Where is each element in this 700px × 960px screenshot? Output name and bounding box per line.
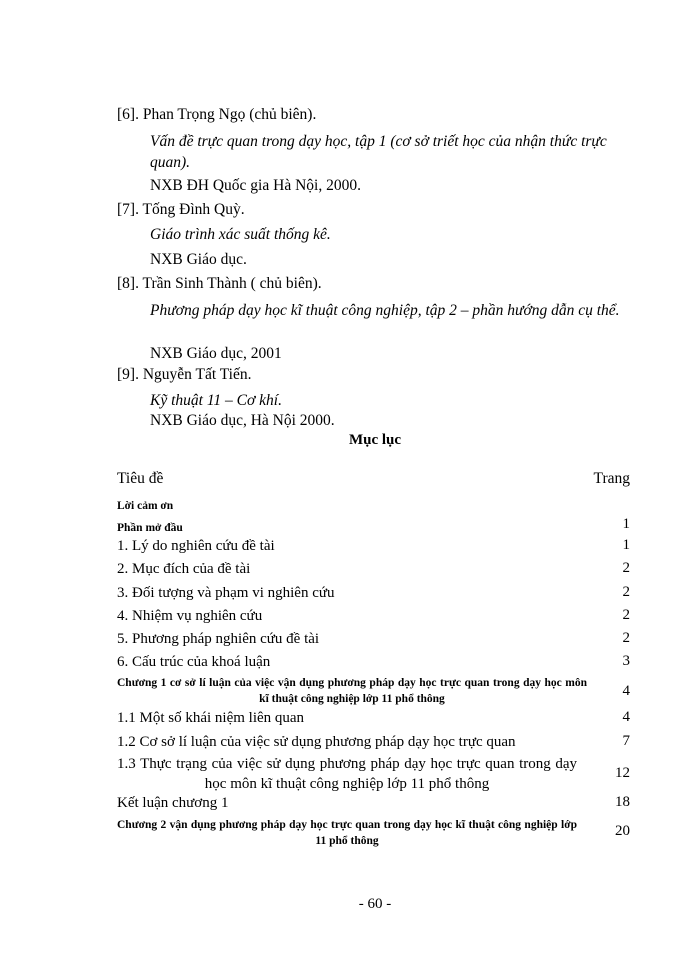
toc-row-title: Lời cảm ơn: [117, 500, 174, 512]
toc-row: [117, 516, 630, 534]
page-number: - 60 -: [358, 896, 392, 912]
toc-row: [117, 496, 630, 514]
toc-row-page: 12: [615, 765, 630, 781]
toc-row-title: 6. Cấu trúc của khoá luận: [117, 654, 271, 670]
toc-row: [117, 675, 630, 707]
toc-row-page: 2: [622, 560, 630, 576]
toc-row-title: Chương 2 vận dụng phương pháp dạy học trực quan trong dạy học kĩ thuật công nghiệp lớp 11 phổ thông: [117, 819, 577, 847]
toc-row-page: 18: [615, 794, 630, 810]
reference-7-title: Giáo trình xác suất thống kê.: [150, 226, 331, 243]
toc-row: [117, 709, 630, 727]
toc-column-headers: [117, 470, 630, 488]
reference-9-publisher: NXB Giáo dục, Hà Nội 2000.: [150, 412, 335, 429]
toc-col-title: Tiêu đề: [117, 470, 164, 487]
toc-row: [117, 607, 630, 625]
reference-6-title: Vấn đề trực quan trong dạy học, tập 1 (cơ sở triết học của nhận thức trực quan).: [150, 133, 607, 171]
toc-row-page: 7: [622, 733, 630, 749]
reference-7-publisher: NXB Giáo dục.: [150, 251, 247, 268]
toc-row: [117, 630, 630, 648]
reference-6-label: [6]. Phan Trọng Ngọ (chủ biên).: [117, 106, 317, 123]
toc-row-page: 2: [622, 630, 630, 646]
toc-row: [117, 560, 630, 578]
toc-row-title: 1.1 Một số khái niệm liên quan: [117, 710, 305, 726]
toc-row-page: 4: [622, 709, 630, 725]
toc-row: [117, 584, 630, 602]
reference-8-label: [8]. Trần Sinh Thành ( chủ biên).: [117, 275, 322, 292]
toc-row-title: 2. Mục đích của đề tài: [117, 561, 251, 577]
toc-row-page: 3: [622, 653, 630, 669]
reference-6-publisher: NXB ĐH Quốc gia Hà Nội, 2000.: [150, 177, 361, 194]
toc-row: [117, 733, 630, 751]
toc-row: [117, 794, 630, 812]
toc-row-title: Chương 1 cơ sở lí luận của việc vận dụng phương pháp dạy học trực quan trong dạy học môn kĩ thuật công nghiệp lớp 11 phổ thông: [117, 677, 587, 705]
reference-7-label: [7]. Tống Đình Quỳ.: [117, 201, 245, 218]
toc-row-page: 2: [622, 584, 630, 600]
toc-row-page: 1: [622, 516, 630, 532]
toc-row: [117, 817, 630, 849]
toc-row-title: Kết luận chương 1: [117, 795, 229, 811]
toc-row: [117, 653, 630, 671]
toc-row-title: 3. Đối tượng và phạm vi nghiên cứu: [117, 585, 335, 601]
toc-row-page: 2: [622, 607, 630, 623]
toc-row-page: 1: [622, 537, 630, 553]
toc-row-title: 1. Lý do nghiên cứu đề tài: [117, 538, 275, 554]
toc-row-title: Phần mở đầu: [117, 522, 183, 534]
toc-row-title: 5. Phương pháp nghiên cứu đề tài: [117, 631, 320, 647]
reference-8-publisher: NXB Giáo dục, 2001: [150, 345, 282, 362]
reference-9-label: [9]. Nguyễn Tất Tiến.: [117, 366, 252, 383]
reference-9-title: Kỹ thuật 11 – Cơ khí.: [150, 392, 282, 409]
toc-heading: Mục lục: [348, 432, 402, 448]
toc-col-page: Trang: [593, 470, 630, 487]
toc-row-title: 4. Nhiệm vụ nghiên cứu: [117, 608, 263, 624]
toc-row-title: 1.3 Thực trạng của việc sử dụng phương pháp dạy học trực quan trong dạy học môn kĩ thuật công nghiệp lớp 11 phổ thông: [117, 756, 577, 792]
toc-row-page: 4: [622, 683, 630, 699]
toc-row-page: 20: [615, 823, 630, 839]
reference-8-title: Phương pháp dạy học kĩ thuật công nghiệp, tập 2 – phần hướng dẫn cụ thể.: [150, 302, 620, 319]
toc-row: [117, 754, 630, 794]
toc-row: [117, 537, 630, 555]
toc-row-title: 1.2 Cơ sở lí luận của việc sử dụng phương pháp dạy học trực quan: [117, 734, 516, 750]
